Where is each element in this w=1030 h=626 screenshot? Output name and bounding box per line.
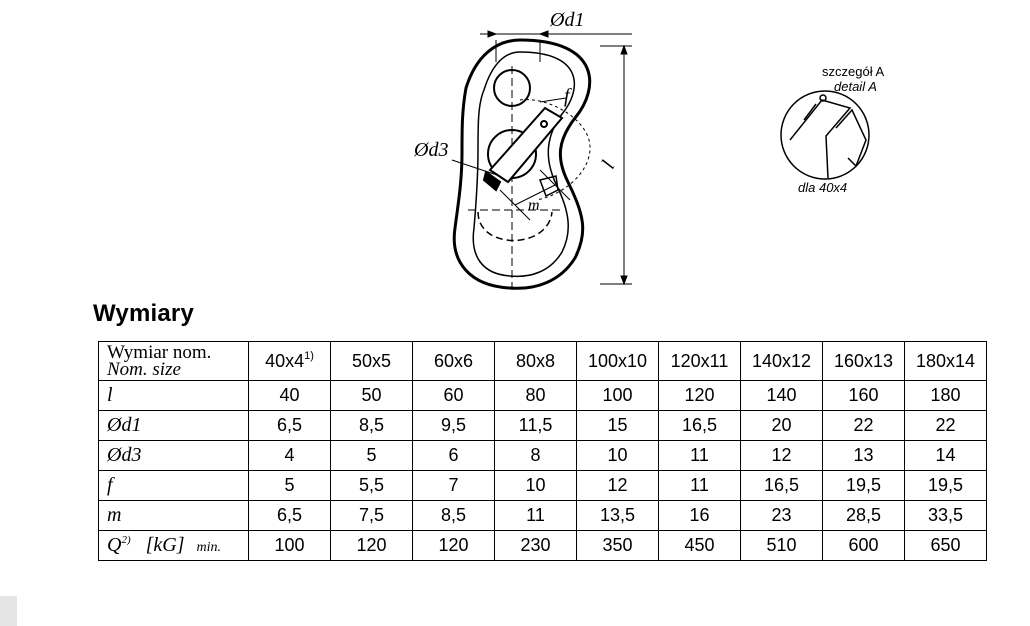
table-cell: 100 [577,381,659,411]
d3-label: Ød3 [414,139,449,161]
table-cell: 12 [577,471,659,501]
table-cell: 140 [741,381,823,411]
table-cell: 5,5 [331,471,413,501]
size-header: 120x11 [659,342,741,381]
table-cell: 19,5 [905,471,987,501]
table-cell: 120 [659,381,741,411]
table-cell: 16,5 [741,471,823,501]
size-header: 80x8 [495,342,577,381]
table-cell: 160 [823,381,905,411]
table-cell: 450 [659,531,741,561]
detail-caption: dla 40x4 [798,180,848,195]
size-header: 180x14 [905,342,987,381]
table-cell: 19,5 [823,471,905,501]
footnote-2: 2) [121,534,131,546]
f-label: f [564,85,570,107]
f-leader [540,98,566,102]
table-cell: 50 [331,381,413,411]
table-cell: 650 [905,531,987,561]
section-heading: Wymiary [93,300,195,327]
load-min-suffix: min. [196,540,222,555]
table-cell: 15 [577,411,659,441]
size-header: 140x12 [741,342,823,381]
table-cell: 6 [413,441,495,471]
size-header: 100x10 [577,342,659,381]
row-label: m [99,501,249,531]
table-cell: 8 [495,441,577,471]
table-cell: 600 [823,531,905,561]
table-cell: 11,5 [495,411,577,441]
table-cell: 6,5 [249,501,331,531]
table-cell: 22 [905,411,987,441]
row-label: Ød1 [99,411,249,441]
corner-mark [0,596,17,626]
table-cell: 510 [741,531,823,561]
table-cell: 4 [249,441,331,471]
table-cell: 7 [413,471,495,501]
load-unit: [kG] [145,534,185,556]
table-cell: 5 [331,441,413,471]
table-row-load [99,531,987,561]
table-cell: 23 [741,501,823,531]
size-header: 60x6 [413,342,495,381]
table-cell: 80 [495,381,577,411]
table-cell: 11 [659,441,741,471]
size-header: 40x4$^{1)}$ [249,342,331,381]
table-cell: 22 [823,411,905,441]
size-header: 50x5 [331,342,413,381]
table-row [99,411,987,441]
table-cell: 8,5 [331,411,413,441]
nominal-size-label-pl: Wymiar nom. [107,342,212,363]
gate [484,108,562,196]
table-cell: 6,5 [249,411,331,441]
table-row [99,381,987,411]
table-cell: 11 [659,471,741,501]
table-cell: 20 [741,411,823,441]
dimensions-table [98,341,987,561]
row-label: Ød3 [99,441,249,471]
detail-title-en: detail A [834,79,877,94]
row-label: l [99,381,249,411]
table-cell: 230 [495,531,577,561]
table-row [99,501,987,531]
table-cell: 120 [413,531,495,561]
table-cell: 350 [577,531,659,561]
table-row [99,441,987,471]
table-cell: 100 [249,531,331,561]
footnote-1: 1) [304,349,314,362]
detail-title-pl: szczegół A [822,64,885,79]
table-cell: 9,5 [413,411,495,441]
table-cell: 5 [249,471,331,501]
size-header: 160x13 [823,342,905,381]
table-cell: 10 [495,471,577,501]
row-label: f [99,471,249,501]
nominal-size-header [99,342,249,381]
table-row [99,471,987,501]
load-row-label: $Q^{2)}$ [kG] min. [99,531,249,561]
carabiner-technical-drawing [0,0,1030,300]
nominal-size-label-en: Nom. size [107,359,181,380]
l-label: l [597,157,620,173]
table-cell: 180 [905,381,987,411]
table-header-row [99,342,987,381]
table-cell: 13 [823,441,905,471]
table-cell: 7,5 [331,501,413,531]
m-label: m [528,197,540,214]
detail-a-circle [781,91,869,179]
table-cell: 40 [249,381,331,411]
table-cell: 28,5 [823,501,905,531]
table-cell: 8,5 [413,501,495,531]
table-cell: 16 [659,501,741,531]
table-cell: 14 [905,441,987,471]
table-cell: 10 [577,441,659,471]
table-cell: 13,5 [577,501,659,531]
table-cell: 12 [741,441,823,471]
table-cell: 11 [495,501,577,531]
table-cell: 16,5 [659,411,741,441]
d1-label: Ød1 [550,9,585,31]
table-cell: 120 [331,531,413,561]
table-cell: 33,5 [905,501,987,531]
table-cell: 60 [413,381,495,411]
